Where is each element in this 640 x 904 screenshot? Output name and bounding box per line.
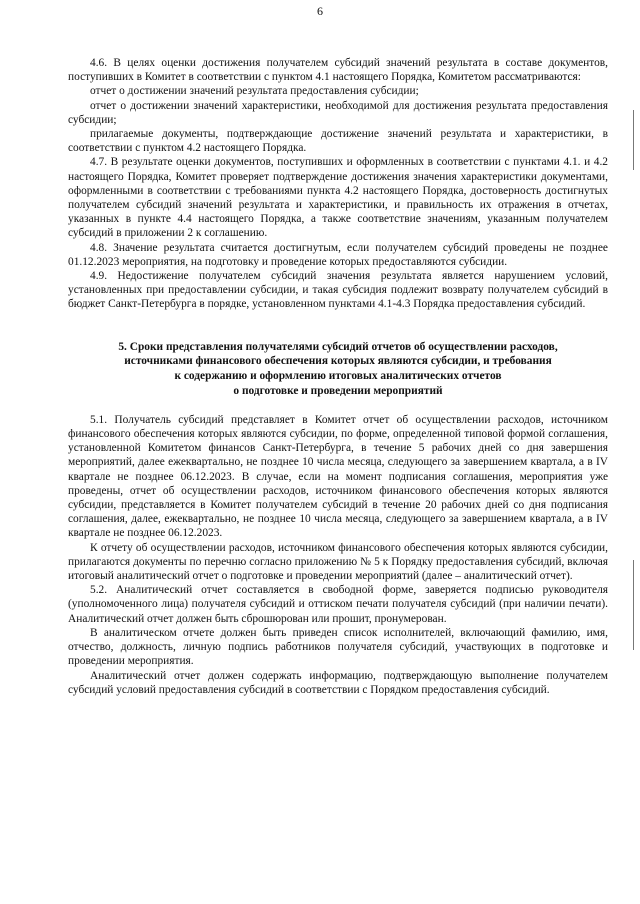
scan-edge-mark — [633, 110, 634, 170]
scan-edge-mark — [633, 560, 634, 650]
section-heading-line: к содержанию и оформлению итоговых аналитических отчетов — [174, 370, 502, 383]
paragraph-report-content: Аналитический отчет должен содержать информацию, подтверждающую выполнение получателем субсидий условий предоставления субсидий в соответствии с Порядком предоставления субсидий. — [68, 669, 608, 696]
page-number: 6 — [317, 4, 323, 18]
section-heading-line: источниками финансового обеспечения которых являются субсидии, и требования — [124, 355, 552, 368]
paragraph-executors: В аналитическом отчете должен быть приведен список исполнителей, включающий фамилию, имя, отчество, должность, личную подпись работников получателя субсидий, участвующих в подготовке и проведении мероприятия. — [68, 626, 608, 668]
paragraph-item: отчет о достижении значений характеристики, необходимой для достижения результата предоставления субсидии; — [68, 99, 608, 126]
paragraph-4-7: 4.7. В результате оценки документов, поступивших и оформленных в соответствии с пунктами 4.1. и 4.2 настоящего Порядка, Комитет проверяет подтверждение достижения значения характеристики документами, оформленными в соответствии с требованиями пункта 4.2 настоящего Порядка, достоверность достигнутых получателем субсидий значений результата и характеристики, и правильность их отражения в отчетах, указанных в пункте 4.4 настоящего Порядка, а также соответствие значениям, указанным получателем субсидий в приложении 2 к соглашению. — [68, 156, 608, 240]
paragraph-attachment: К отчету об осуществлении расходов, источником финансового обеспечения которых являются субсидии, прилагаются документы по перечню согласно приложению № 5 к Порядку предоставления субсидий, включая итоговый аналитический отчет о подготовке и проведении мероприятий (далее – аналитический отчет). — [68, 541, 608, 583]
paragraph-item: отчет о достижении значений результата предоставления субсидии; — [90, 85, 419, 98]
paragraph-4-9: 4.9. Недостижение получателем субсидий значения результата является нарушением условий, установленных при предоставлении субсидии, и такая субсидия подлежит возврату получателем субсидий в бюджет Санкт-Петербурга в порядке, установленном пунктами 4.1-4.3 Порядка предоставления субсидий. — [68, 270, 608, 311]
spacer — [68, 399, 608, 413]
spacer — [68, 312, 608, 340]
section-heading-line: о подготовке и проведении мероприятий — [233, 385, 443, 398]
paragraph-4-8: 4.8. Значение результата считается достигнутым, если получателем субсидий проведены не позднее 01.12.2023 мероприятия, на подготовку и проведение которых предоставляются субсидии. — [68, 241, 608, 268]
paragraph-item: прилагаемые документы, подтверждающие достижение значений результата и характеристики, в соответствии с пунктом 4.2 настоящего Порядка. — [68, 128, 608, 155]
paragraph-5-2: 5.2. Аналитический отчет составляется в свободной форме, заверяется подписью руководителя (уполномоченного лица) получателя субсидий и оттиском печати получателя субсидий (при наличии печати). Аналитический отчет должен быть сброшюрован или прошит, пронумерован. — [68, 584, 608, 625]
paragraph-5-1: 5.1. Получатель субсидий представляет в Комитет отчет об осуществлении расходов, источником финансового обеспечения которых являются субсидии, по форме, определенной типовой формой соглашения, установленной Комитетом финансов Санкт-Петербурга, в течение 5 рабочих дней со дня завершения мероприятий, далее ежеквартально, не позднее 10 числа месяца, следующего за завершением квартала, а в IV квартале не позднее 06.12.2023. В случае, если на момент подписания соглашения, мероприятия уже проведены, отчет об осуществлении расходов, источником финансового обеспечения которых являются субсидии, представляется в Комитет получателем субсидий в течение 20 рабочих дней со дня подписания соглашения, далее, ежеквартально, не позднее 10 числа месяца, следующего за завершением квартала, а в IV квартале не позднее 06.12.2023. — [68, 413, 608, 540]
paragraph-4-6: 4.6. В целях оценки достижения получателем субсидий значений результата в составе документов, поступивших в Комитет в соответствии с пунктом 4.1 настоящего Порядка, Комитетом рассматриваются: — [68, 57, 608, 84]
document-body — [68, 56, 608, 697]
section-heading-line: 5. Сроки представления получателями субсидий отчетов об осуществлении расходов, — [118, 340, 558, 353]
section-heading — [68, 340, 608, 399]
